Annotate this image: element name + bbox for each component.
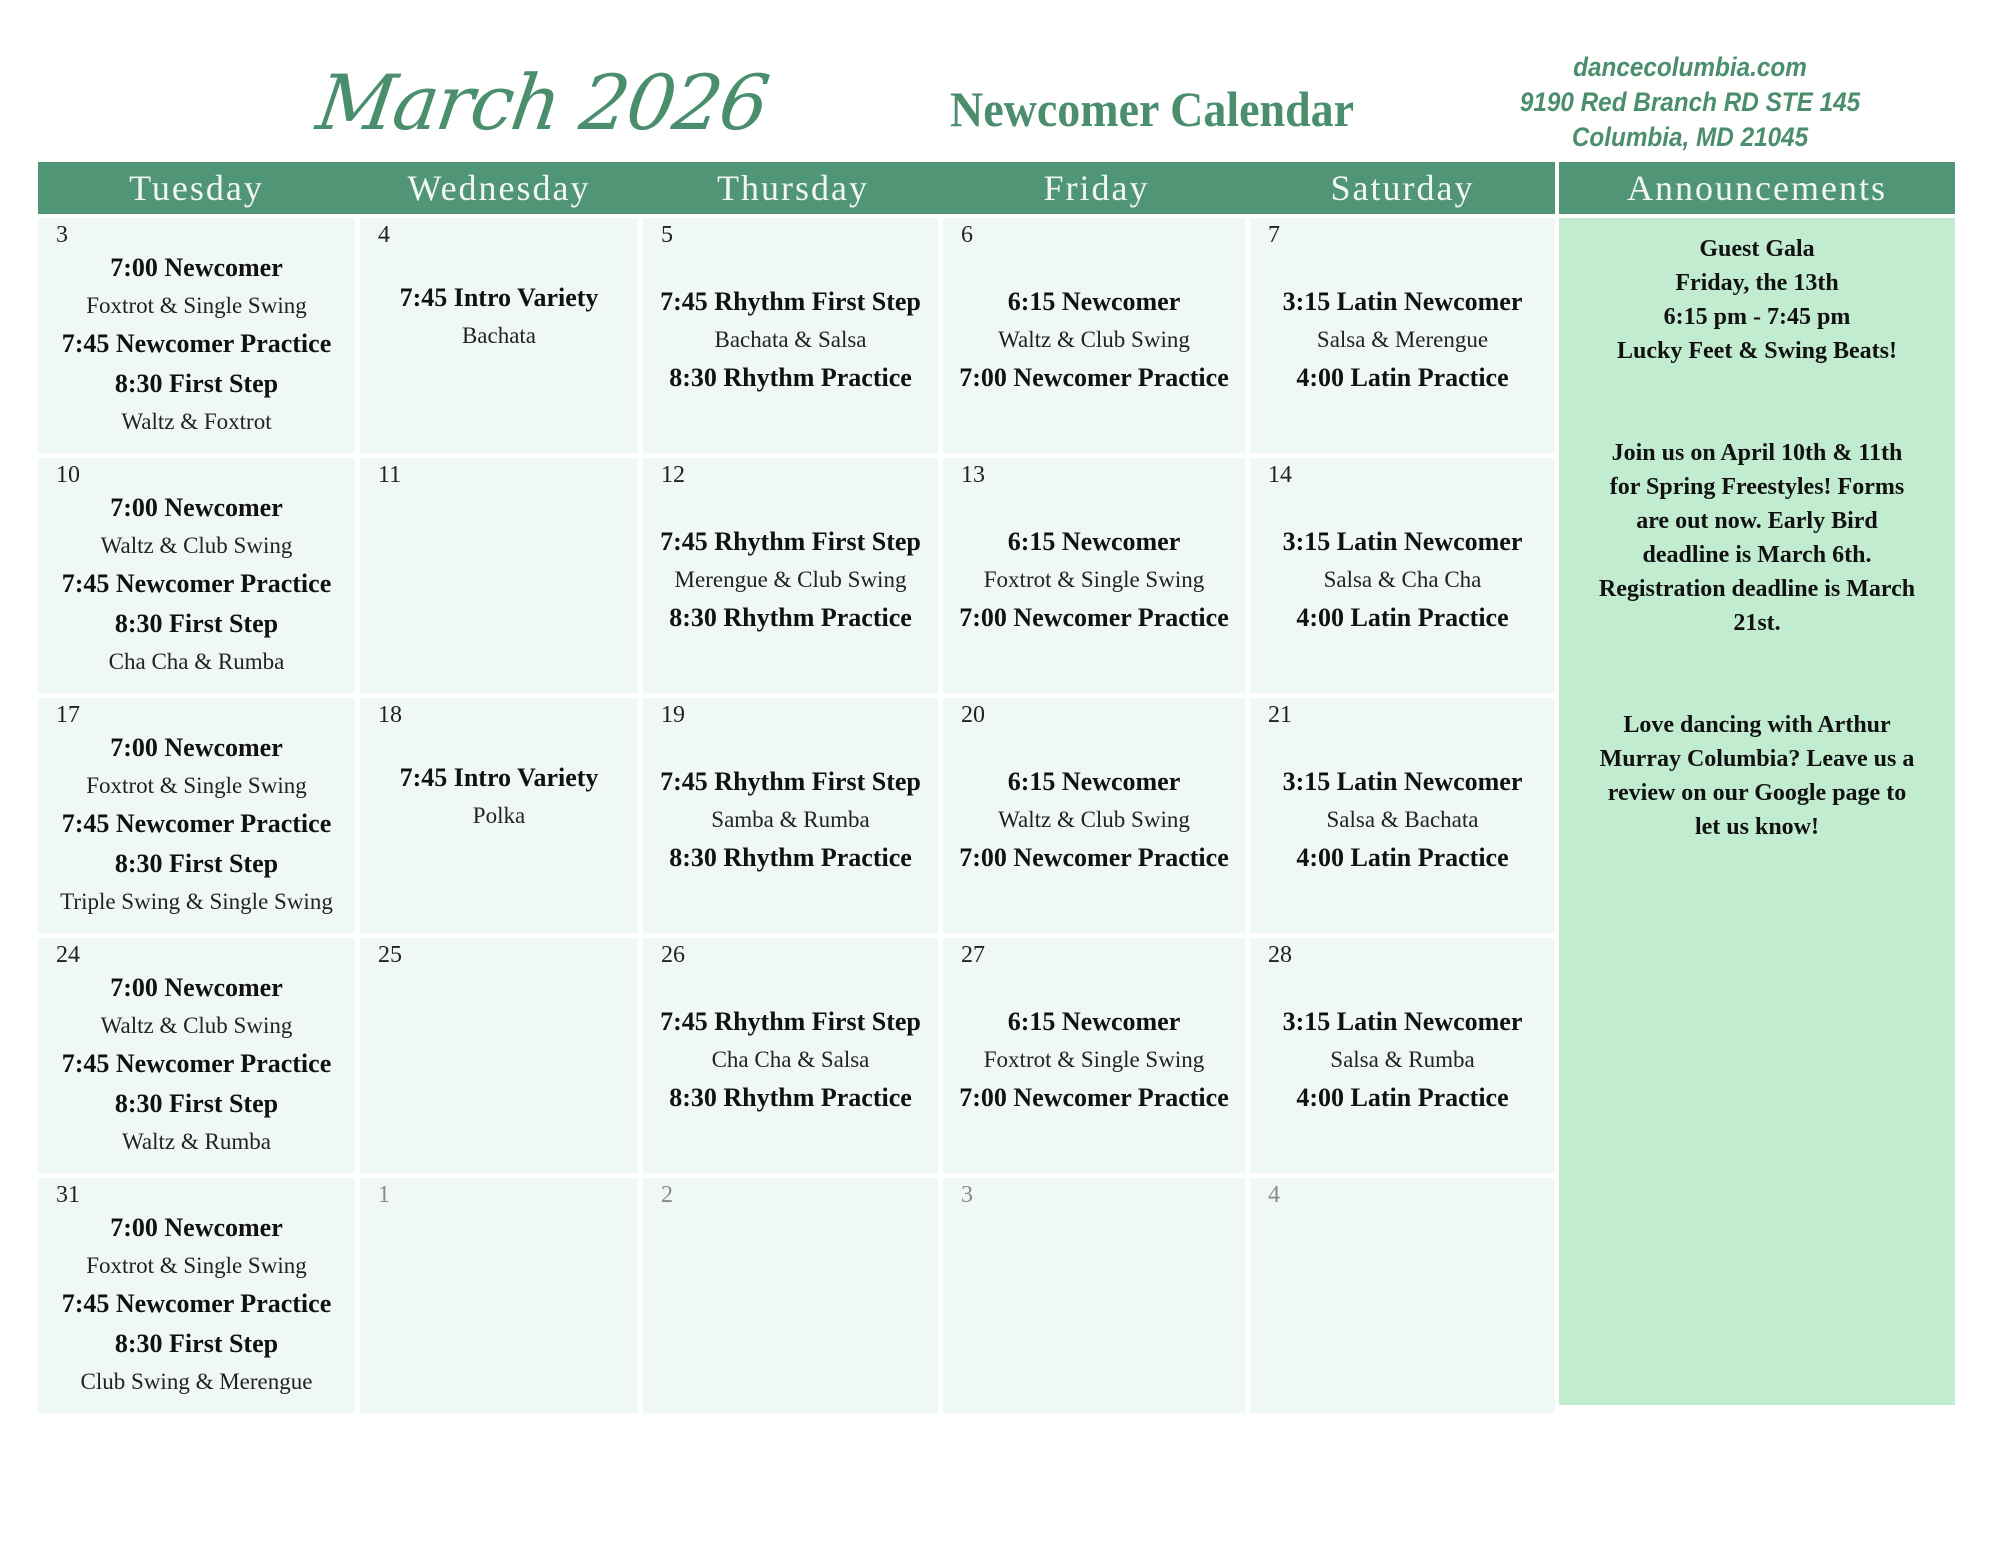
event-title: 8:30 Rhythm Practice [669, 1083, 912, 1112]
event-title: 7:45 Rhythm First Step [660, 767, 921, 796]
day-number: 4 [378, 222, 390, 248]
announcement-line: 21st. [1733, 610, 1781, 636]
day-number: 28 [1268, 942, 1292, 968]
event-title: 7:45 Rhythm First Step [660, 527, 921, 556]
event-list [643, 522, 938, 638]
day-cell[interactable] [1250, 218, 1555, 453]
event-list [38, 248, 355, 440]
event-list [38, 488, 355, 680]
event-list [943, 282, 1245, 398]
website-link[interactable]: dancecolumbia.com [1573, 52, 1807, 82]
event-dances: Polka [472, 803, 526, 828]
announcement-line: Guest Gala [1699, 236, 1815, 262]
weekday-thursday: Thursday [717, 168, 869, 208]
day-number: 1 [378, 1182, 390, 1208]
day-number: 3 [56, 222, 68, 248]
announcement-spacer [1559, 368, 1955, 436]
event-list [360, 758, 638, 834]
day-cell[interactable] [943, 1178, 1245, 1413]
contact-info [1483, 50, 1897, 155]
event-title: 6:15 Newcomer [1007, 1007, 1181, 1036]
announcement-line: Murray Columbia? Leave us a [1599, 746, 1915, 772]
event-dances: Waltz & Foxtrot [121, 409, 272, 434]
event-title: 7:00 Newcomer [110, 733, 283, 762]
event-dances: Salsa & Bachata [1326, 807, 1479, 832]
event-title: 7:00 Newcomer [110, 253, 283, 282]
day-number: 20 [961, 702, 985, 728]
event-title: 3:15 Latin Newcomer [1282, 767, 1523, 796]
event-title: 7:00 Newcomer [110, 1213, 283, 1242]
day-number: 24 [56, 942, 80, 968]
day-cell[interactable] [360, 698, 638, 933]
weekday-wednesday: Wednesday [407, 168, 591, 208]
event-title: 4:00 Latin Practice [1296, 363, 1509, 392]
event-dances: Foxtrot & Single Swing [86, 293, 307, 318]
weekday-friday: Friday [1043, 168, 1150, 208]
day-cell[interactable] [943, 698, 1245, 933]
event-title: 8:30 First Step [114, 1329, 279, 1358]
announcement-line: review on our Google page to [1607, 780, 1907, 806]
announcement-line: deadline is March 6th. [1642, 542, 1872, 568]
event-title: 8:30 Rhythm Practice [669, 843, 912, 872]
day-number: 5 [661, 222, 673, 248]
event-dances: Salsa & Rumba [1330, 1047, 1475, 1072]
event-dances: Cha Cha & Salsa [711, 1047, 870, 1072]
day-cell[interactable] [360, 1178, 638, 1413]
day-cell[interactable] [943, 218, 1245, 453]
announcement-line: let us know! [1694, 814, 1820, 840]
event-title: 7:45 Newcomer Practice [61, 569, 332, 598]
day-cell[interactable] [1250, 938, 1555, 1173]
event-title: 4:00 Latin Practice [1296, 603, 1509, 632]
address-line-1: 9190 Red Branch RD STE 145 [1519, 87, 1861, 117]
day-number: 12 [661, 462, 685, 488]
day-cell[interactable] [38, 698, 355, 933]
announcement-line: Friday, the 13th [1675, 270, 1839, 296]
event-title: 4:00 Latin Practice [1296, 1083, 1509, 1112]
day-cell[interactable] [643, 1178, 938, 1413]
event-dances: Bachata [461, 323, 537, 348]
event-title: 8:30 First Step [114, 1089, 279, 1118]
announcement-item [1559, 436, 1955, 640]
announcement-line: Love dancing with Arthur [1623, 712, 1891, 738]
event-title: 7:45 Intro Variety [399, 763, 599, 792]
announcement-line: Lucky Feet & Swing Beats! [1617, 338, 1897, 364]
event-list [643, 762, 938, 878]
event-title: 7:45 Newcomer Practice [61, 809, 332, 838]
day-cell[interactable] [360, 458, 638, 693]
weekday-tuesday: Tuesday [129, 168, 264, 208]
event-title: 7:00 Newcomer Practice [959, 1083, 1229, 1112]
day-cell[interactable] [38, 458, 355, 693]
announcements-heading: Announcements [1559, 162, 1955, 214]
day-number: 10 [56, 462, 80, 488]
announcement-line: Join us on April 10th & 11th [1611, 440, 1903, 466]
event-dances: Samba & Rumba [711, 807, 870, 832]
announcement-line: Registration deadline is March [1598, 576, 1916, 602]
day-cell[interactable] [1250, 1178, 1555, 1413]
day-cell[interactable] [643, 218, 938, 453]
event-dances: Waltz & Club Swing [998, 807, 1190, 832]
day-cell[interactable] [1250, 698, 1555, 933]
event-title: 6:15 Newcomer [1007, 287, 1181, 316]
event-dances: Foxtrot & Single Swing [983, 1047, 1205, 1072]
event-title: 6:15 Newcomer [1007, 767, 1181, 796]
event-list [38, 728, 355, 920]
day-number: 11 [378, 462, 402, 488]
event-title: 7:00 Newcomer Practice [959, 603, 1229, 632]
event-title: 8:30 First Step [114, 369, 279, 398]
event-title: 7:45 Newcomer Practice [61, 1289, 332, 1318]
day-cell[interactable] [643, 698, 938, 933]
event-dances: Foxtrot & Single Swing [86, 1253, 307, 1278]
announcement-item [1559, 708, 1955, 844]
event-list [360, 278, 638, 354]
event-title: 7:00 Newcomer [110, 973, 283, 1002]
day-number: 3 [961, 1182, 973, 1208]
event-title: 3:15 Latin Newcomer [1282, 527, 1523, 556]
event-title: 8:30 First Step [114, 849, 279, 878]
address-line-2: Columbia, MD 21045 [1571, 122, 1809, 152]
event-title: 7:45 Rhythm First Step [660, 287, 921, 316]
event-dances: Merengue & Club Swing [674, 567, 907, 592]
event-title: 8:30 First Step [114, 609, 279, 638]
event-dances: Waltz & Rumba [122, 1129, 271, 1154]
event-title: 8:30 Rhythm Practice [669, 363, 912, 392]
day-cell[interactable] [943, 938, 1245, 1173]
event-dances: Waltz & Club Swing [100, 533, 293, 558]
event-dances: Bachata & Salsa [714, 327, 867, 352]
event-dances: Salsa & Cha Cha [1323, 567, 1482, 592]
day-number: 18 [378, 702, 402, 728]
day-cell[interactable] [643, 938, 938, 1173]
event-title: 4:00 Latin Practice [1296, 843, 1509, 872]
event-dances: Triple Swing & Single Swing [60, 889, 333, 914]
event-title: 7:00 Newcomer [110, 493, 283, 522]
event-list [38, 968, 355, 1160]
event-list [1250, 1002, 1555, 1118]
event-title: 3:15 Latin Newcomer [1282, 287, 1523, 316]
event-list [1250, 282, 1555, 398]
event-title: 7:00 Newcomer Practice [959, 843, 1229, 872]
day-number: 19 [661, 702, 685, 728]
announcement-spacer [1559, 640, 1955, 708]
day-number: 17 [56, 702, 80, 728]
event-list [643, 282, 938, 398]
day-cell[interactable] [38, 1178, 355, 1413]
event-dances: Waltz & Club Swing [100, 1013, 293, 1038]
month-title: March 2026 [311, 58, 773, 147]
event-title: 3:15 Latin Newcomer [1282, 1007, 1523, 1036]
event-list [643, 1002, 938, 1118]
event-list [943, 762, 1245, 878]
event-list [1250, 522, 1555, 638]
day-cell[interactable] [643, 458, 938, 693]
event-list [1250, 762, 1555, 878]
event-title: 7:45 Intro Variety [399, 283, 599, 312]
event-title: 7:45 Newcomer Practice [61, 1049, 332, 1078]
day-number: 6 [961, 222, 973, 248]
event-list [943, 1002, 1245, 1118]
weekday-header [38, 162, 1555, 214]
day-number: 25 [378, 942, 402, 968]
day-number: 2 [661, 1182, 673, 1208]
announcement-item [1559, 232, 1955, 368]
event-dances: Cha Cha & Rumba [108, 649, 285, 674]
day-cell[interactable] [360, 938, 638, 1173]
day-cell[interactable] [1250, 458, 1555, 693]
event-title: 7:45 Rhythm First Step [660, 1007, 921, 1036]
event-dances: Waltz & Club Swing [998, 327, 1190, 352]
announcement-line: for Spring Freestyles! Forms [1609, 474, 1905, 500]
day-number: 7 [1268, 222, 1280, 248]
day-number: 14 [1268, 462, 1292, 488]
weekday-saturday: Saturday [1330, 168, 1475, 208]
event-list [38, 1208, 355, 1400]
day-number: 27 [961, 942, 985, 968]
event-list [943, 522, 1245, 638]
day-number: 4 [1268, 1182, 1280, 1208]
event-dances: Foxtrot & Single Swing [983, 567, 1205, 592]
calendar-title: Newcomer Calendar [950, 81, 1355, 137]
announcement-line: are out now. Early Bird [1636, 508, 1878, 534]
event-dances: Club Swing & Merengue [80, 1369, 313, 1394]
day-cell[interactable] [38, 218, 355, 453]
event-title: 8:30 Rhythm Practice [669, 603, 912, 632]
day-number: 31 [56, 1182, 80, 1208]
event-title: 7:00 Newcomer Practice [959, 363, 1229, 392]
day-number: 26 [661, 942, 685, 968]
event-title: 7:45 Newcomer Practice [61, 329, 332, 358]
day-cell[interactable] [38, 938, 355, 1173]
announcements-panel [1559, 218, 1955, 1405]
day-cell[interactable] [943, 458, 1245, 693]
day-number: 21 [1268, 702, 1292, 728]
event-dances: Salsa & Merengue [1316, 327, 1489, 352]
day-cell[interactable] [360, 218, 638, 453]
announcement-line: 6:15 pm - 7:45 pm [1663, 304, 1851, 330]
event-dances: Foxtrot & Single Swing [86, 773, 307, 798]
day-number: 13 [961, 462, 985, 488]
event-title: 6:15 Newcomer [1007, 527, 1181, 556]
